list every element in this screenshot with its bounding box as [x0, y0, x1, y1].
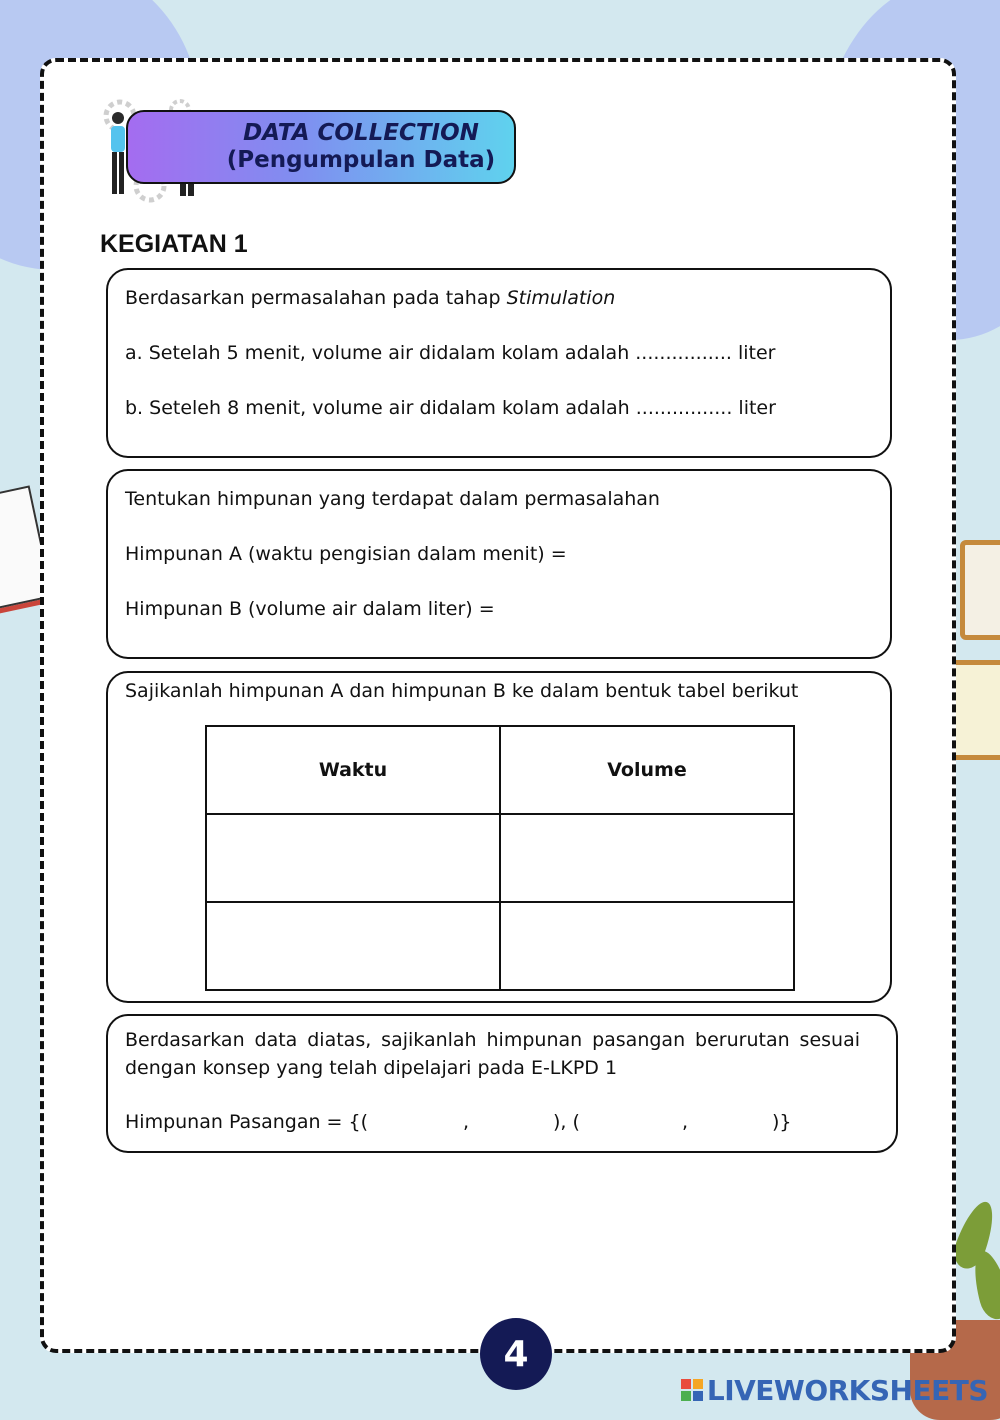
question-box-stimulation	[106, 268, 892, 458]
table-cell-answer[interactable]	[500, 902, 794, 990]
header-title: DATA COLLECTION	[243, 120, 479, 146]
question-b[interactable]: b. Seteleh 8 menit, volume air didalam kolam adalah ................ liter	[125, 397, 776, 419]
table-cell-answer[interactable]	[206, 814, 500, 902]
pair-closing: )}	[772, 1111, 792, 1133]
pair-label: Himpunan Pasangan = {(	[125, 1111, 369, 1133]
activity-title: KEGIATAN 1	[100, 230, 248, 258]
watermark-text: LIVEWORKSHEETS	[706, 1373, 988, 1407]
stimulation-term: Stimulation	[506, 287, 616, 309]
question-a[interactable]: a. Setelah 5 menit, volume air didalam kolam adalah ................ liter	[125, 342, 776, 364]
frame-decoration	[960, 540, 1000, 640]
pair-comma: ,	[682, 1111, 689, 1133]
pair-comma: ,	[463, 1111, 470, 1133]
set-a-answer[interactable]: Himpunan A (waktu pengisian dalam menit) =	[125, 543, 567, 565]
table-row	[206, 902, 794, 990]
table-cell-answer[interactable]	[206, 902, 500, 990]
set-b-answer[interactable]: Himpunan B (volume air dalam liter) =	[125, 598, 495, 620]
question-box-sets	[106, 469, 892, 659]
question-box-table	[106, 671, 892, 1003]
box3-instruction: Sajikanlah himpunan A dan himpunan B ke dalam bentuk tabel berikut	[125, 680, 799, 702]
question-box-ordered-pairs	[106, 1014, 898, 1153]
table-cell-answer[interactable]	[500, 814, 794, 902]
column-header-volume: Volume	[500, 726, 794, 814]
pair-separator: ), (	[553, 1111, 580, 1133]
box2-instruction: Tentukan himpunan yang terdapat dalam permasalahan	[125, 488, 660, 510]
box1-intro: Berdasarkan permasalahan pada tahap Stimulation	[125, 287, 616, 309]
box4-instruction: Berdasarkan data diatas, sajikanlah himpunan pasangan berurutan sesuai dengan konsep yang telah dipelajari pada E-LKPD 1	[125, 1029, 860, 1079]
section-header-badge	[126, 110, 516, 184]
note-decoration	[950, 660, 1000, 760]
header-subtitle: (Pengumpulan Data)	[226, 147, 496, 173]
column-header-waktu: Waktu	[206, 726, 500, 814]
liveworksheets-icon	[681, 1379, 703, 1401]
table-row	[206, 814, 794, 902]
page-number: 4	[480, 1318, 552, 1390]
ordered-pairs-answer-row	[125, 1108, 885, 1136]
liveworksheets-logo	[681, 1372, 988, 1408]
time-volume-table	[205, 725, 795, 991]
table-header-row	[206, 726, 794, 814]
